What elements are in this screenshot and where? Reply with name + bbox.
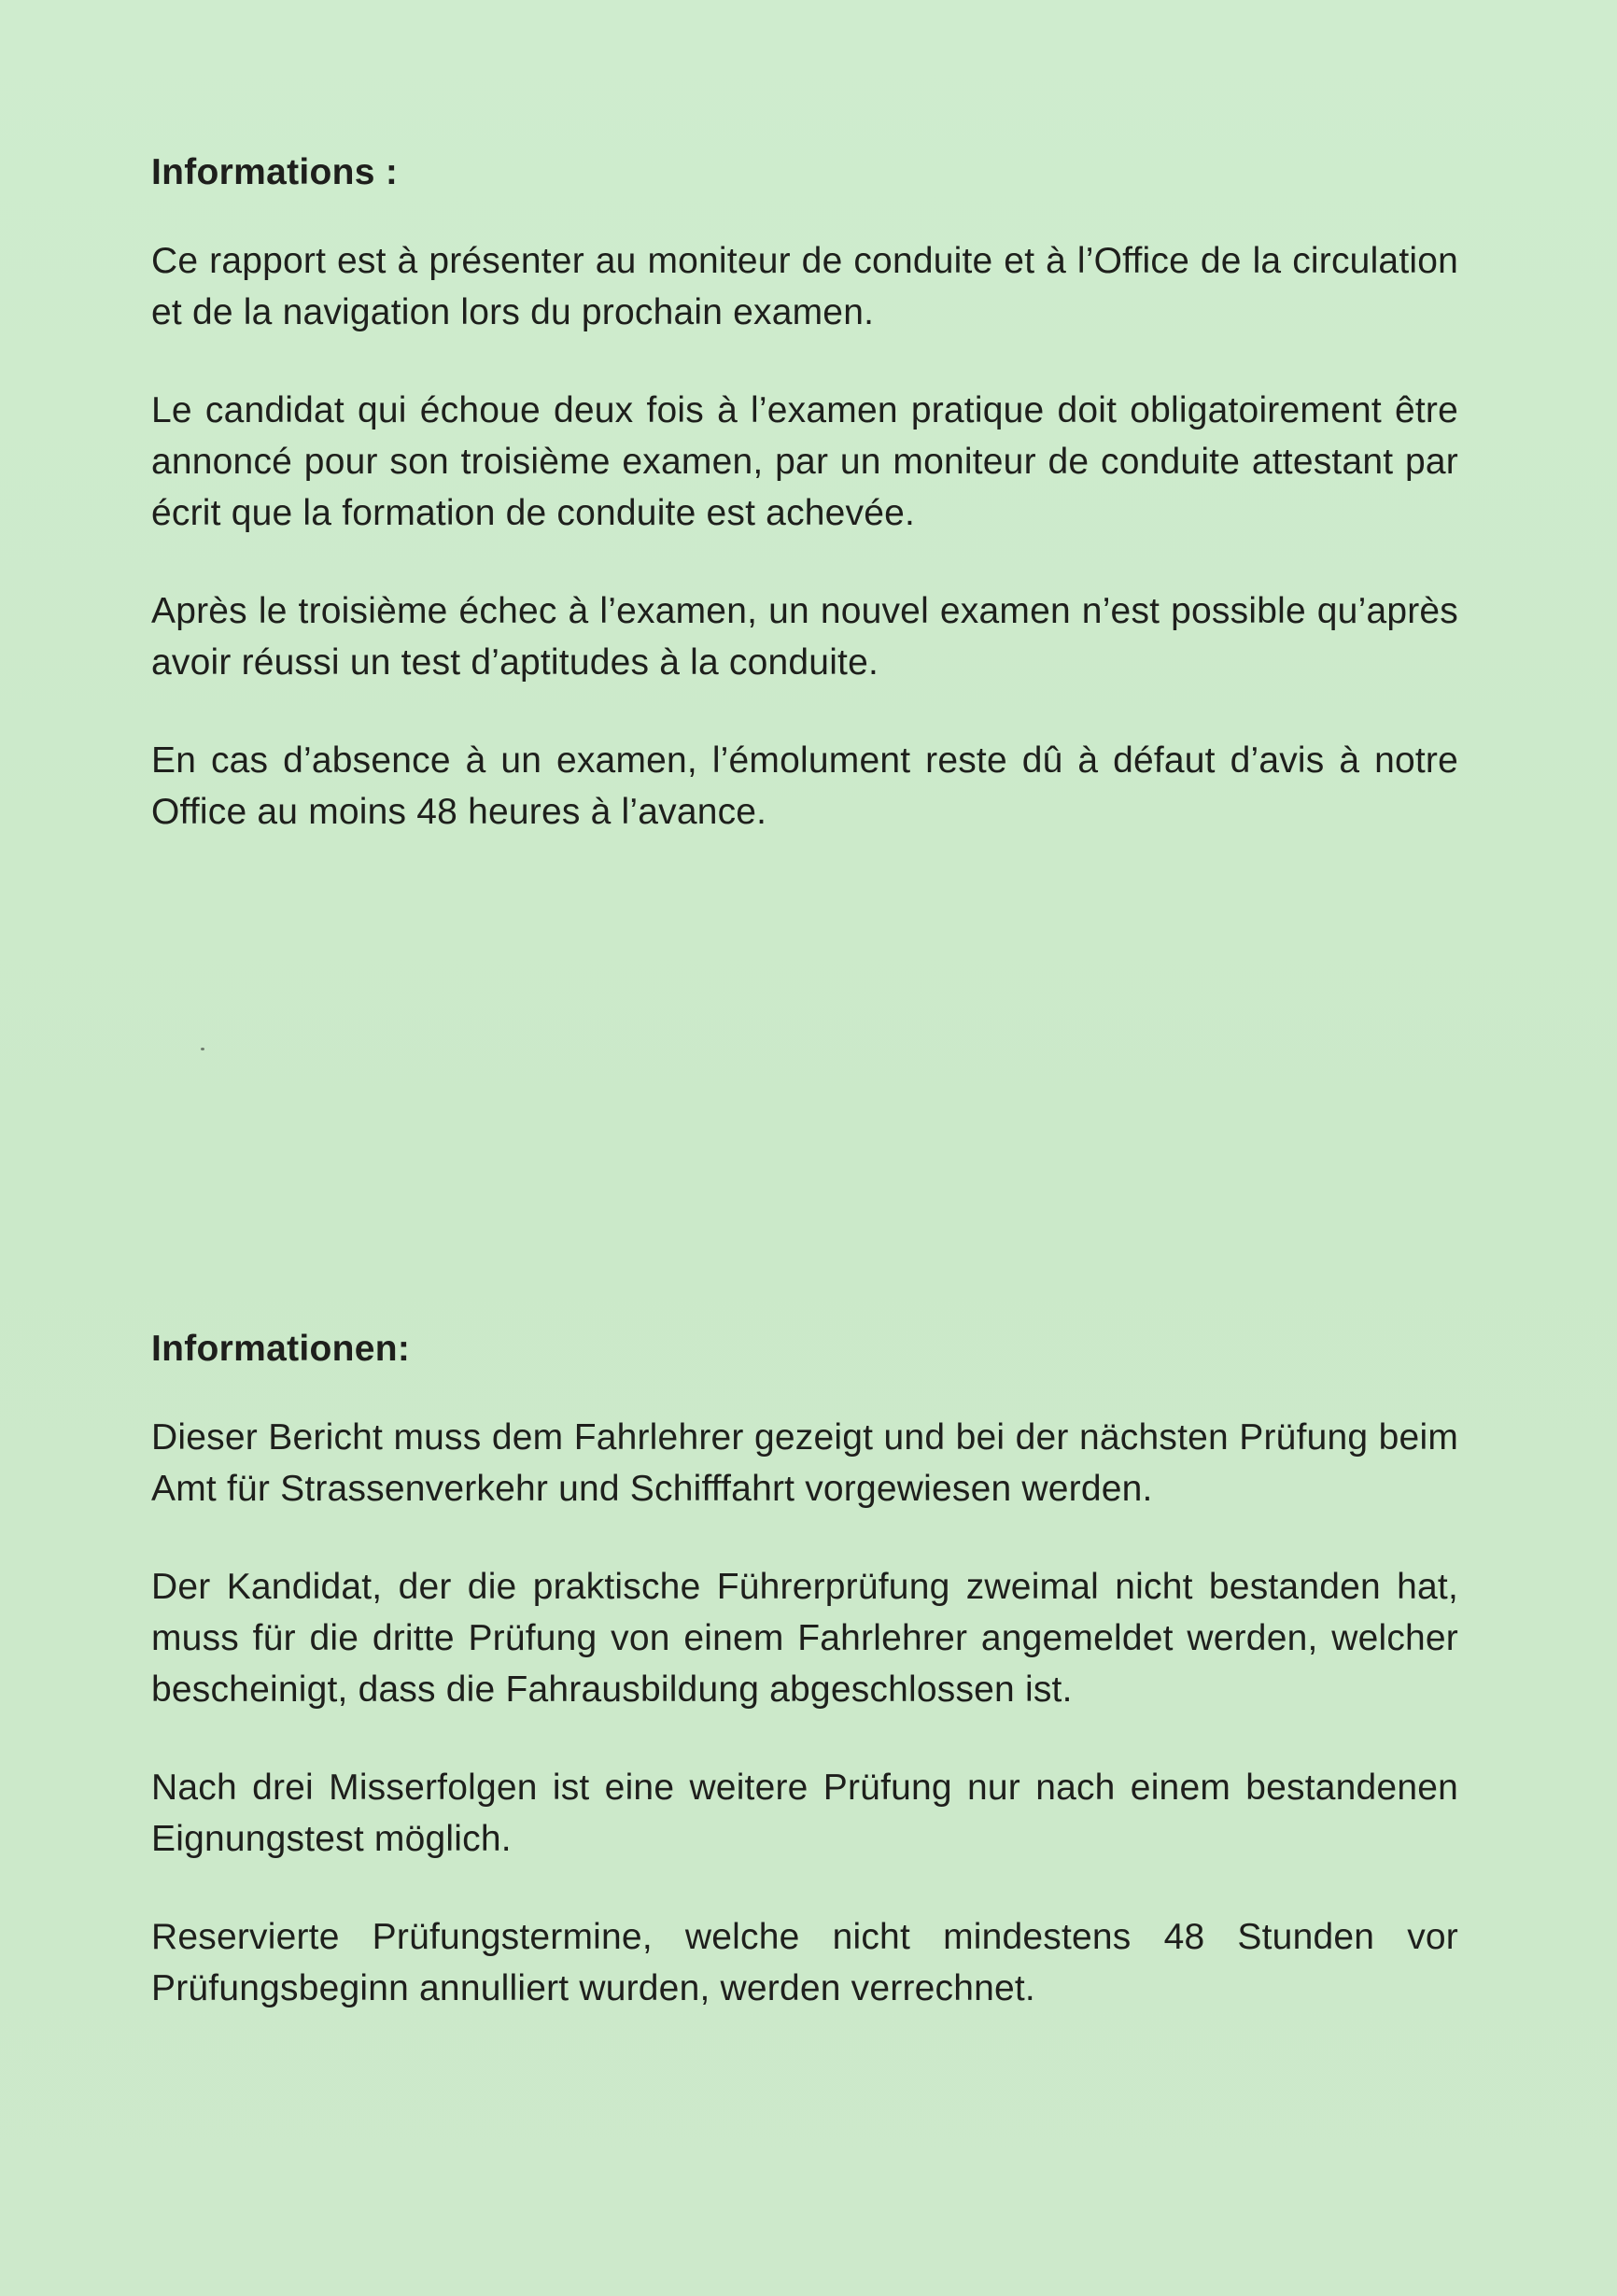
french-paragraph-third-failure: Après le troisième échec à l’examen, un nouvel examen n’est possible qu’après avoir réussi un test d’aptitudes à la conduite. [151, 591, 1458, 683]
french-paragraph-report: Ce rapport est à présenter au moniteur de conduite et à l’Office de la circulation et de la navigation lors du prochain examen. [151, 241, 1458, 332]
german-heading: Informationen: [151, 1329, 411, 1369]
french-heading: Informations : [151, 152, 399, 192]
paper-speck [201, 1048, 204, 1050]
french-paragraph-second-failure: Le candidat qui échoue deux fois à l’examen pratique doit obligatoirement être annoncé pour son troisième examen, par un moniteur de conduite attestant par écrit que la formation de conduite est achevée. [151, 390, 1458, 533]
german-paragraph-cancellation-fee: Reservierte Prüfungstermine, welche nicht mindestens 48 Stunden vor Prüfungsbeginn annulliert wurden, werden verrechnet. [151, 1917, 1458, 2008]
german-paragraph-second-failure: Der Kandidat, der die praktische Führerprüfung zweimal nicht bestanden hat, muss für die dritte Prüfung von einem Fahrlehrer angemeldet werden, welcher bescheinigt, dass die Fahrausbildung abgeschlossen ist. [151, 1567, 1458, 1710]
german-information-section [151, 1324, 1458, 2061]
german-paragraph-third-failure: Nach drei Misserfolgen ist eine weitere Prüfung nur nach einem bestandenen Eignungstest möglich. [151, 1768, 1458, 1859]
german-paragraph-report: Dieser Bericht muss dem Fahrlehrer gezeigt und bei der nächsten Prüfung beim Amt für Strassenverkehr und Schifffahrt vorgewiesen werden. [151, 1417, 1458, 1509]
french-information-section [151, 148, 1458, 884]
french-paragraph-absence-fee: En cas d’absence à un examen, l’émolument reste dû à défaut d’avis à notre Office au moins 48 heures à l’avance. [151, 740, 1458, 832]
